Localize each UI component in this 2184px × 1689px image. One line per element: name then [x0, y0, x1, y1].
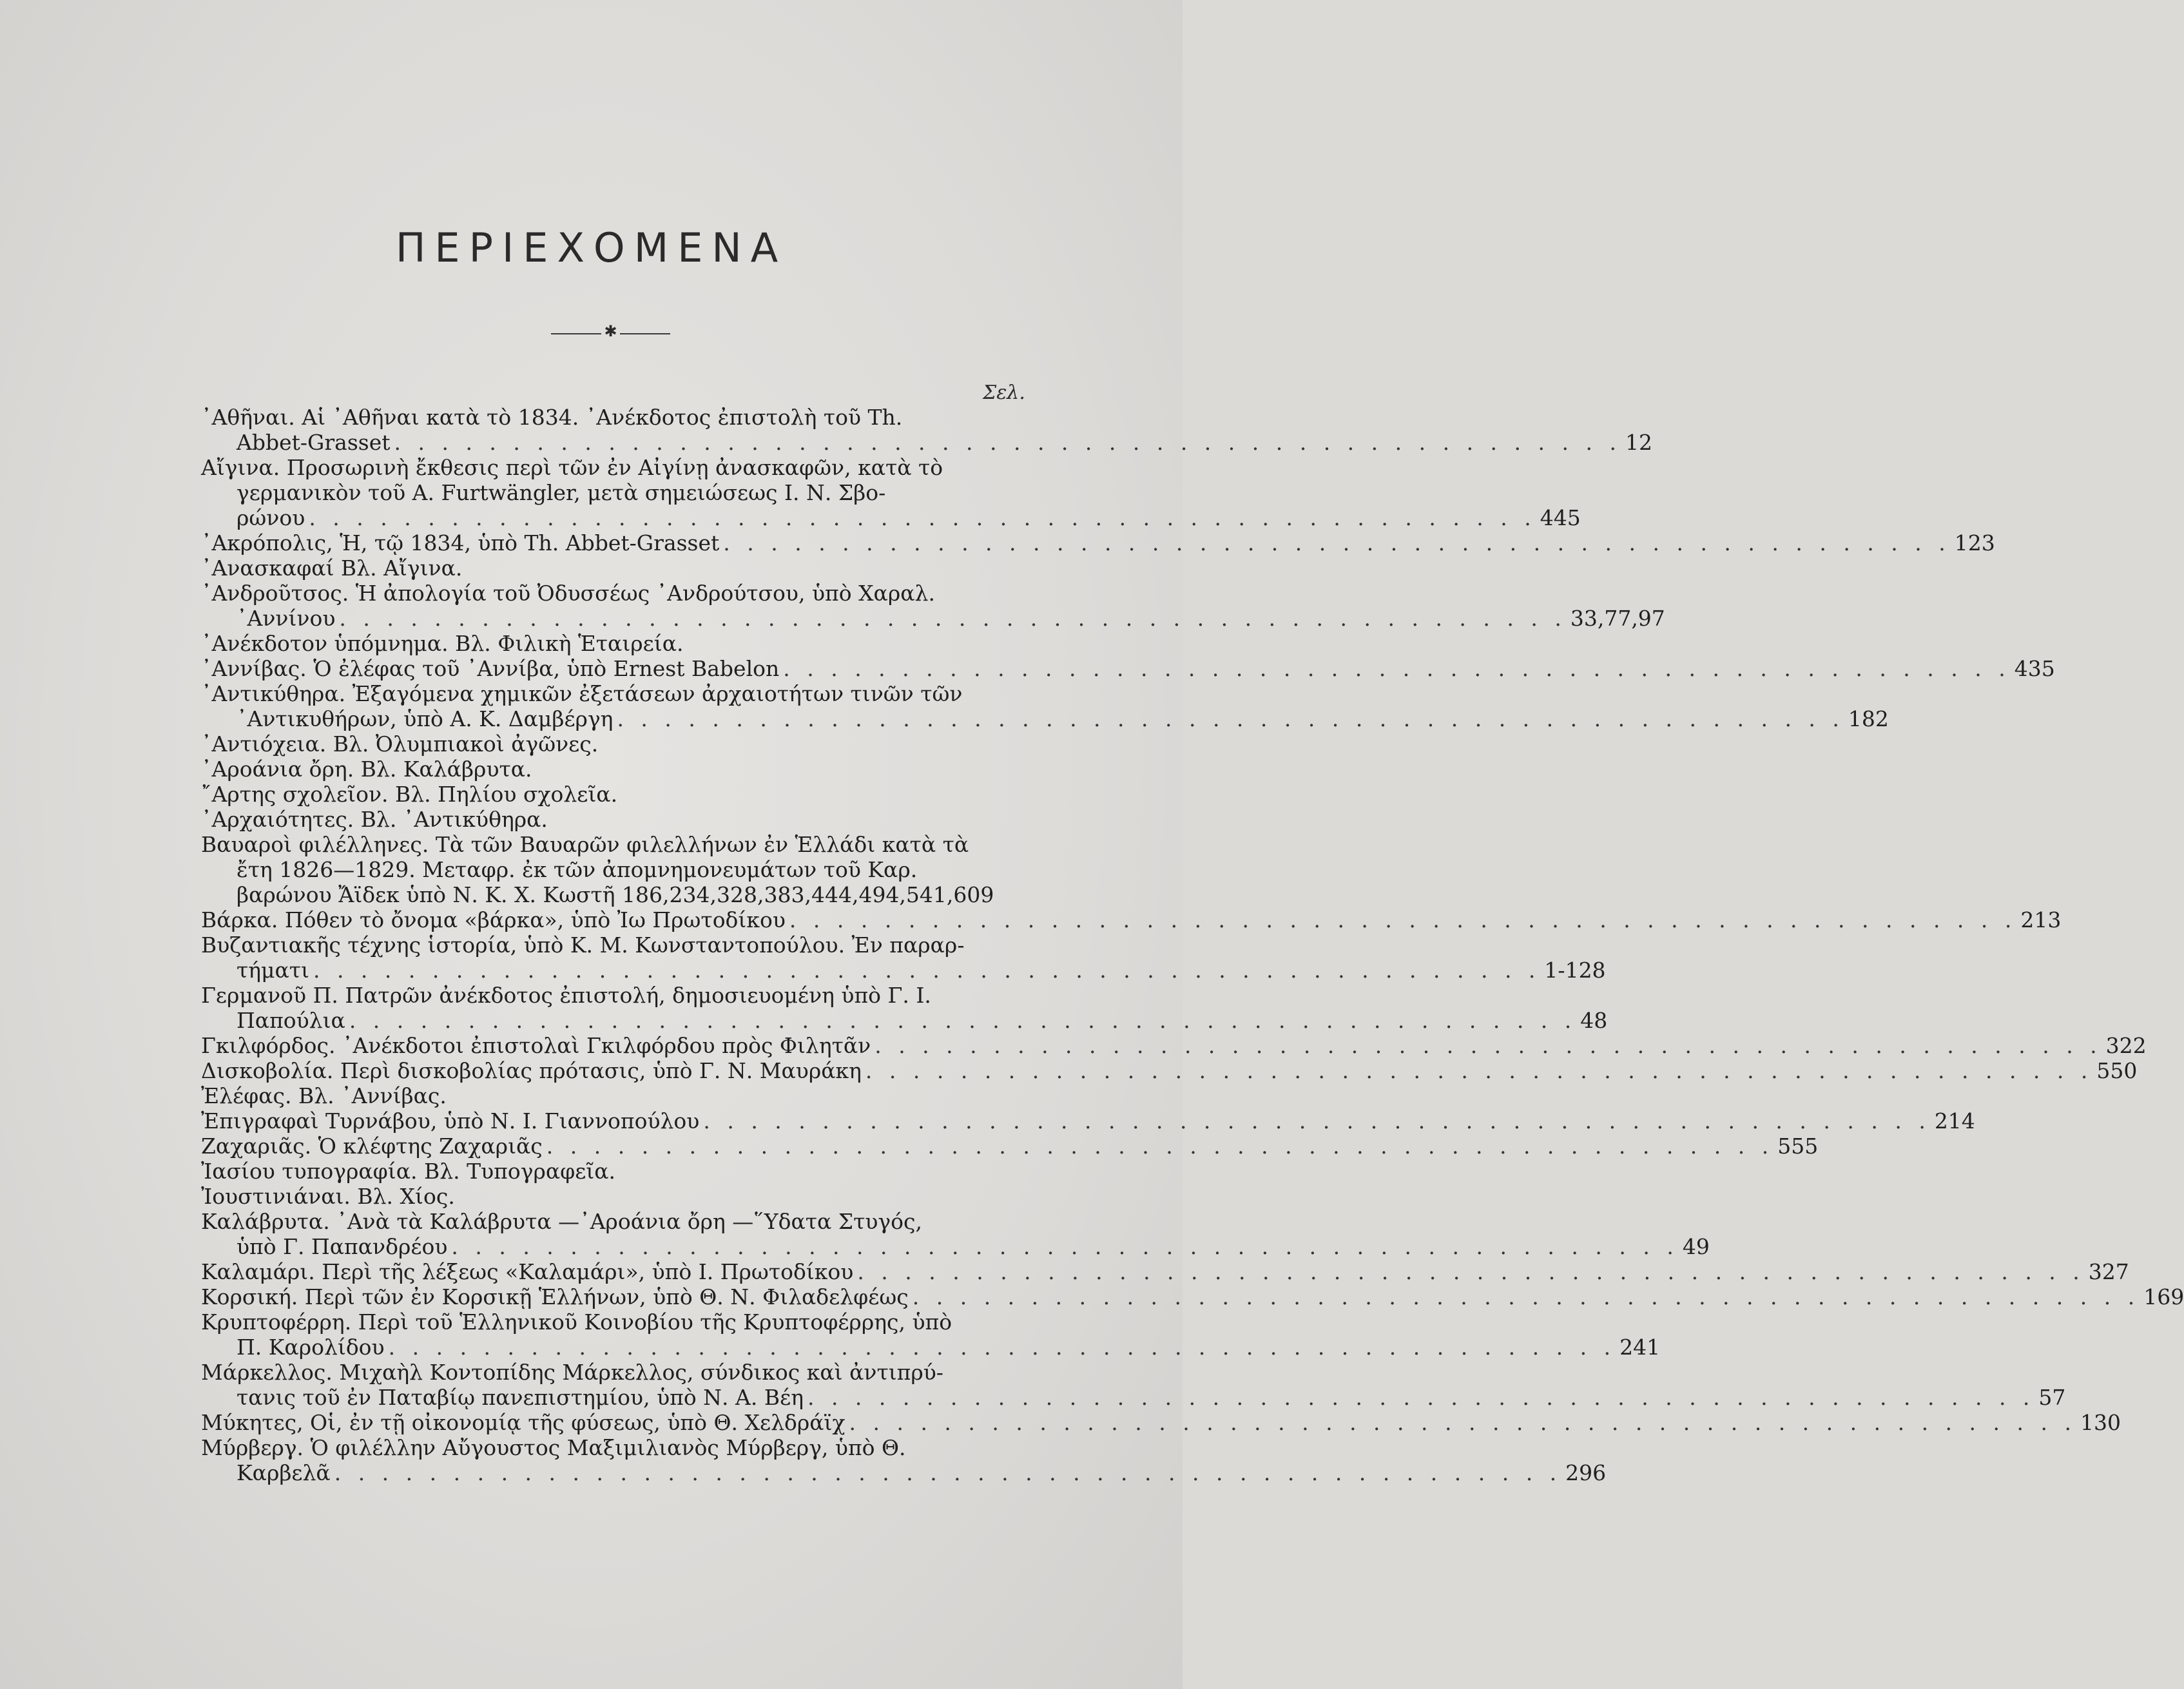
toc-line: [201, 1435, 1010, 1460]
toc-line: [201, 1385, 2066, 1410]
toc-page-number: 241: [1619, 1335, 1661, 1360]
toc-leader-dots: . . . . . . . . . . . . . . . . . . . . . . . . . . . . . . . . . . . . . . . . . . . . . . . . . . . .: [394, 430, 1621, 455]
toc-line: [201, 1410, 2121, 1435]
toc-entry: [201, 1083, 1010, 1108]
toc-line-text: Κορσική. Περὶ τῶν ἐν Κορσικῇ Ἑλλήνων, ὑπὸ Θ. Ν. Φιλαδελφέως: [201, 1284, 909, 1309]
toc-line-text: ᾿Αροάνια ὄρη. Βλ. Καλάβρυτα.: [201, 757, 532, 782]
toc-line-text: Γκιλφόρδος. ᾿Ανέκδοτοι ἐπιστολαὶ Γκιλφόρδου πρὸς Φιλητᾶν: [201, 1033, 871, 1058]
toc-line-text: Γερμανοῦ Π. Πατρῶν ἀνέκδοτος ἐπιστολή, δημοσιευομένη ὑπὸ Γ. Ι.: [201, 983, 931, 1008]
toc-line: [201, 656, 2055, 681]
toc-line: [201, 1259, 2129, 1284]
table-of-contents: [201, 405, 2184, 1485]
toc-line: [201, 932, 1010, 958]
toc-line: [201, 1159, 1010, 1184]
toc-line-text: Ζαχαριᾶς. Ὁ κλέφτης Ζαχαριᾶς: [201, 1134, 543, 1159]
toc-line: [201, 807, 1010, 832]
toc-line: [201, 1184, 1010, 1209]
toc-entry: [201, 1410, 2121, 1435]
toc-leader-dots: . . . . . . . . . . . . . . . . . . . . . . . . . . . . . . . . . . . . . . . . . . . . . . . . . . . .: [912, 1284, 2140, 1309]
toc-line-text: γερμανικὸν τοῦ A. Furtwängler, μετὰ σημειώσεως Ι. Ν. Σβο-: [237, 480, 886, 505]
toc-page-number: 182: [1848, 706, 1889, 731]
toc-entry: [201, 1435, 1607, 1485]
toc-entry: [201, 1134, 1819, 1159]
toc-line-text: Παπούλια: [237, 1008, 345, 1033]
toc-line-text: Ἰουστινιάναι. Βλ. Χίος.: [201, 1184, 455, 1209]
toc-entry: [201, 1209, 1710, 1259]
toc-page-number: 214: [1934, 1108, 1975, 1134]
toc-line-text: Καλάβρυτα. ᾿Ανὰ τὰ Καλάβρυτα —᾿Αροάνια ὄρη —῞Υδατα Στυγός,: [201, 1209, 922, 1234]
toc-page-number: 49: [1682, 1234, 1710, 1259]
toc-entry: [201, 731, 1010, 757]
toc-page-number: 12: [1625, 430, 1652, 455]
toc-entry: [201, 530, 1995, 555]
toc-line-text: βαρώνου Ἄϊδεκ ὑπὸ Ν. Κ. Χ. Κωστῆ 186,234,328,383,444,494,541,609: [237, 882, 994, 907]
toc-line-text: Π. Καρολίδου: [237, 1335, 385, 1360]
toc-line: [201, 907, 2062, 932]
toc-line: [201, 782, 1010, 807]
toc-line: [201, 1335, 1661, 1360]
toc-leader-dots: . . . . . . . . . . . . . . . . . . . . . . . . . . . . . . . . . . . . . . . . . . . . . . . . . . . .: [451, 1234, 1679, 1259]
toc-entry: [201, 581, 1665, 631]
toc-page-number: 550: [2096, 1058, 2138, 1083]
toc-line-text: ᾿Αντικυθήρων, ὑπὸ Α. Κ. Δαμβέργη: [237, 706, 614, 731]
page-column-header: Σελ.: [983, 381, 1025, 404]
toc-line-text: ὑπὸ Γ. Παπανδρέου: [237, 1234, 448, 1259]
toc-entry: [201, 983, 1608, 1033]
toc-line: [201, 1134, 1819, 1159]
toc-leader-dots: . . . . . . . . . . . . . . . . . . . . . . . . . . . . . . . . . . . . . . . . . . . . . . . . . . . .: [309, 505, 1536, 530]
toc-leader-dots: . . . . . . . . . . . . . . . . . . . . . . . . . . . . . . . . . . . . . . . . . . . . . . . . . . . .: [349, 1008, 1577, 1033]
toc-line: [201, 1460, 1607, 1485]
ornament-star-icon: ✱: [604, 322, 617, 340]
toc-line-text: ᾿Αννίβας. Ὁ ἐλέφας τοῦ ᾿Αννίβα, ὑπὸ Ernest Babelon: [201, 656, 780, 681]
toc-page-number: 296: [1565, 1460, 1607, 1485]
toc-line-text: Βαυαροὶ φιλέλληνες. Τὰ τῶν Βαυαρῶν φιλελλήνων ἐν Ἑλλάδι κατὰ τὰ: [201, 832, 969, 857]
toc-entry: [201, 1360, 2066, 1410]
toc-page-number: 213: [2020, 907, 2062, 932]
toc-leader-dots: . . . . . . . . . . . . . . . . . . . . . . . . . . . . . . . . . . . . . . . . . . . . . . . . . . . .: [617, 706, 1844, 731]
toc-line-text: ᾿Αθῆναι. Αἱ ᾿Αθῆναι κατὰ τὸ 1834. ᾿Ανέκδοτος ἐπιστολὴ τοῦ Th.: [201, 405, 903, 430]
toc-page-number: 555: [1777, 1134, 1819, 1159]
toc-line: [201, 706, 1889, 731]
toc-line-text: ᾿Αρχαιότητες. Βλ. ᾿Αντικύθηρα.: [201, 807, 548, 832]
toc-entry: [201, 807, 1010, 832]
toc-line-text: ᾿Αννίνου: [237, 606, 336, 631]
toc-line: [201, 1234, 1710, 1259]
toc-entry: [201, 681, 1889, 731]
toc-leader-dots: . . . . . . . . . . . . . . . . . . . . . . . . . . . . . . . . . . . . . . . . . . . . . . . . . . . .: [546, 1134, 1774, 1159]
toc-entry: [201, 1259, 2129, 1284]
page-title: ΠΕΡΙΕΧΟΜΕΝΑ: [395, 224, 788, 271]
toc-line: [201, 581, 1010, 606]
toc-line-text: Ἰασίου τυπογραφία. Βλ. Τυπογραφεῖα.: [201, 1159, 616, 1184]
toc-line: [201, 1033, 2147, 1058]
toc-leader-dots: . . . . . . . . . . . . . . . . . . . . . . . . . . . . . . . . . . . . . . . . . . . . . . . . . . . .: [388, 1335, 1616, 1360]
toc-line-text: Ἐπιγραφαὶ Τυρνάβου, ὑπὸ Ν. Ι. Γιαννοπούλου: [201, 1108, 700, 1134]
toc-entry: [201, 555, 1010, 581]
toc-leader-dots: . . . . . . . . . . . . . . . . . . . . . . . . . . . . . . . . . . . . . . . . . . . . . . . . . . . .: [783, 656, 2011, 681]
toc-leader-dots: . . . . . . . . . . . . . . . . . . . . . . . . . . . . . . . . . . . . . . . . . . . . . . . . . . . .: [339, 606, 1567, 631]
toc-entry: [201, 907, 2062, 932]
toc-line: [201, 958, 1606, 983]
toc-entry: [201, 455, 1581, 530]
toc-entry: [201, 832, 1010, 907]
toc-line: [201, 405, 1010, 430]
toc-entry: [201, 631, 1010, 656]
toc-entry: [201, 1184, 1010, 1209]
toc-entry: [201, 1033, 2147, 1058]
toc-line: [201, 1309, 1010, 1335]
toc-line: [201, 857, 1010, 882]
toc-line-text: ρώνου: [237, 505, 305, 530]
toc-entry: [201, 405, 1652, 455]
toc-entry: [201, 1108, 1975, 1134]
toc-line-text: τανις τοῦ ἐν Παταβίῳ πανεπιστημίου, ὑπὸ Ν. Α. Βέη: [237, 1385, 804, 1410]
toc-line-text: ῎Αρτης σχολεῖον. Βλ. Πηλίου σχολεῖα.: [201, 782, 618, 807]
toc-page-number: 123: [1954, 530, 1995, 555]
toc-leader-dots: . . . . . . . . . . . . . . . . . . . . . . . . . . . . . . . . . . . . . . . . . . . . . . . . . . . .: [789, 907, 2017, 932]
title-ornament: [551, 322, 670, 340]
toc-line: [201, 832, 1010, 857]
toc-page-number: 327: [2088, 1259, 2129, 1284]
toc-line-text: Μάρκελλος. Μιχαὴλ Κοντοπίδης Μάρκελλος, σύνδικος καὶ ἀντιπρύ-: [201, 1360, 943, 1385]
toc-line: [201, 631, 1010, 656]
toc-line-text: Μύκητες, Οἱ, ἐν τῇ οἰκονομίᾳ τῆς φύσεως, ὑπὸ Θ. Χελδράϊχ: [201, 1410, 846, 1435]
toc-entry: [201, 656, 2055, 681]
toc-line: [201, 1284, 2184, 1309]
toc-line-text: ᾿Ακρόπολις, Ἡ, τῷ 1834, ὑπὸ Th. Abbet-Grasset: [201, 530, 720, 555]
toc-line-text: Μύρβεργ. Ὁ φιλέλλην Αὔγουστος Μαξιμιλιανὸς Μύρβεργ, ὑπὸ Θ.: [201, 1435, 906, 1460]
toc-line-text: ᾿Ανασκαφαί Βλ. Αἴγινα.: [201, 555, 463, 581]
toc-line-text: ᾿Ανέκδοτον ὑπόμνημα. Βλ. Φιλικὴ Ἑταιρεία.: [201, 631, 684, 656]
toc-entry: [201, 782, 1010, 807]
toc-line: [201, 555, 1010, 581]
toc-entry: [201, 1058, 2138, 1083]
toc-line: [201, 430, 1652, 455]
toc-leader-dots: . . . . . . . . . . . . . . . . . . . . . . . . . . . . . . . . . . . . . . . . . . . . . . . . . . . .: [334, 1460, 1562, 1485]
toc-line: [201, 983, 1010, 1008]
toc-leader-dots: . . . . . . . . . . . . . . . . . . . . . . . . . . . . . . . . . . . . . . . . . . . . . . . . . . . .: [857, 1259, 2085, 1284]
toc-line-text: ἔτη 1826—1829. Μεταφρ. ἐκ τῶν ἀπομνημονευμάτων τοῦ Καρ.: [237, 857, 918, 882]
toc-page-number: 445: [1540, 505, 1581, 530]
toc-line-text: Κρυπτοφέρρη. Περὶ τοῦ Ἑλληνικοῦ Κοινοβίου τῆς Κρυπτοφέρρης, ὑπὸ: [201, 1309, 952, 1335]
toc-line-text: Αἴγινα. Προσωρινὴ ἔκθεσις περὶ τῶν ἐν Αἰγίνῃ ἀνασκαφῶν, κατὰ τὸ: [201, 455, 943, 480]
toc-line: [201, 731, 1010, 757]
toc-leader-dots: . . . . . . . . . . . . . . . . . . . . . . . . . . . . . . . . . . . . . . . . . . . . . . . . . . . .: [723, 530, 1951, 555]
toc-line-text: ᾿Αντικύθηρα. Ἐξαγόμενα χημικῶν ἐξετάσεων ἀρχαιοτήτων τινῶν τῶν: [201, 681, 963, 706]
toc-line: [201, 1083, 1010, 1108]
toc-page-number: 435: [2014, 656, 2055, 681]
toc-line: [201, 1360, 1010, 1385]
toc-leader-dots: . . . . . . . . . . . . . . . . . . . . . . . . . . . . . . . . . . . . . . . . . . . . . . . . . . . .: [807, 1385, 2035, 1410]
toc-line-text: Ἐλέφας. Βλ. ᾿Αννίβας.: [201, 1083, 447, 1108]
toc-line: [201, 505, 1581, 530]
toc-page-number: 1-128: [1544, 958, 1606, 983]
toc-entry: [201, 1309, 1661, 1360]
toc-page-number: 33,77,97: [1570, 606, 1665, 631]
toc-line: [201, 1209, 1010, 1234]
toc-page-number: 57: [2038, 1385, 2066, 1410]
toc-line: [201, 455, 1010, 480]
toc-entry: [201, 757, 1010, 782]
toc-line-text: ᾿Αντιόχεια. Βλ. Ὀλυμπιακοὶ ἀγῶνες.: [201, 731, 599, 757]
toc-page-number: 130: [2080, 1410, 2121, 1435]
toc-leader-dots: . . . . . . . . . . . . . . . . . . . . . . . . . . . . . . . . . . . . . . . . . . . . . . . . . . . .: [865, 1058, 2093, 1083]
toc-page-number: 48: [1580, 1008, 1608, 1033]
toc-entry: [201, 1159, 1010, 1184]
toc-line-text: Δισκοβολία. Περὶ δισκοβολίας πρότασις, ὑπὸ Γ. Ν. Μαυράκη: [201, 1058, 862, 1083]
toc-page-number: 169: [2143, 1284, 2184, 1309]
toc-line: [201, 757, 1010, 782]
toc-page-number: 322: [2105, 1033, 2147, 1058]
toc-line-text: τήματι: [237, 958, 309, 983]
toc-entry: [201, 1284, 2184, 1309]
toc-line-text: Βάρκα. Πόθεν τὸ ὄνομα «βάρκα», ὑπὸ Ἰω Πρωτοδίκου: [201, 907, 786, 932]
toc-leader-dots: . . . . . . . . . . . . . . . . . . . . . . . . . . . . . . . . . . . . . . . . . . . . . . . . . . . .: [313, 958, 1541, 983]
toc-leader-dots: . . . . . . . . . . . . . . . . . . . . . . . . . . . . . . . . . . . . . . . . . . . . . . . . . . . .: [875, 1033, 2102, 1058]
toc-line-text: Καλαμάρι. Περὶ τῆς λέξεως «Καλαμάρι», ὑπὸ Ι. Πρωτοδίκου: [201, 1259, 854, 1284]
toc-line-text: Καρβελᾶ: [237, 1460, 331, 1485]
toc-leader-dots: . . . . . . . . . . . . . . . . . . . . . . . . . . . . . . . . . . . . . . . . . . . . . . . . . . . .: [703, 1108, 1931, 1134]
toc-line: [201, 1058, 2138, 1083]
toc-line-text: ᾿Ανδροῦτσος. Ἡ ἀπολογία τοῦ Ὀδυσσέως ᾿Ανδρούτσου, ὑπὸ Χαραλ.: [201, 581, 935, 606]
toc-leader-dots: . . . . . . . . . . . . . . . . . . . . . . . . . . . . . . . . . . . . . . . . . . . . . . . . . . . .: [849, 1410, 2076, 1435]
toc-line: [201, 530, 1995, 555]
toc-line: [201, 1008, 1608, 1033]
ornament-line-left: [551, 333, 601, 334]
ornament-line-right: [620, 333, 670, 334]
toc-line: [201, 606, 1665, 631]
toc-line: [201, 681, 1010, 706]
toc-entry: [201, 932, 1606, 983]
toc-line-text: Βυζαντιακῆς τέχνης ἱστορία, ὑπὸ Κ. Μ. Κωνσταντοπούλου. Ἐν παραρ-: [201, 932, 965, 958]
toc-line: [201, 1108, 1975, 1134]
toc-line: [201, 480, 1010, 505]
toc-line-text: Abbet-Grasset: [237, 430, 391, 455]
toc-line: [201, 882, 1010, 907]
